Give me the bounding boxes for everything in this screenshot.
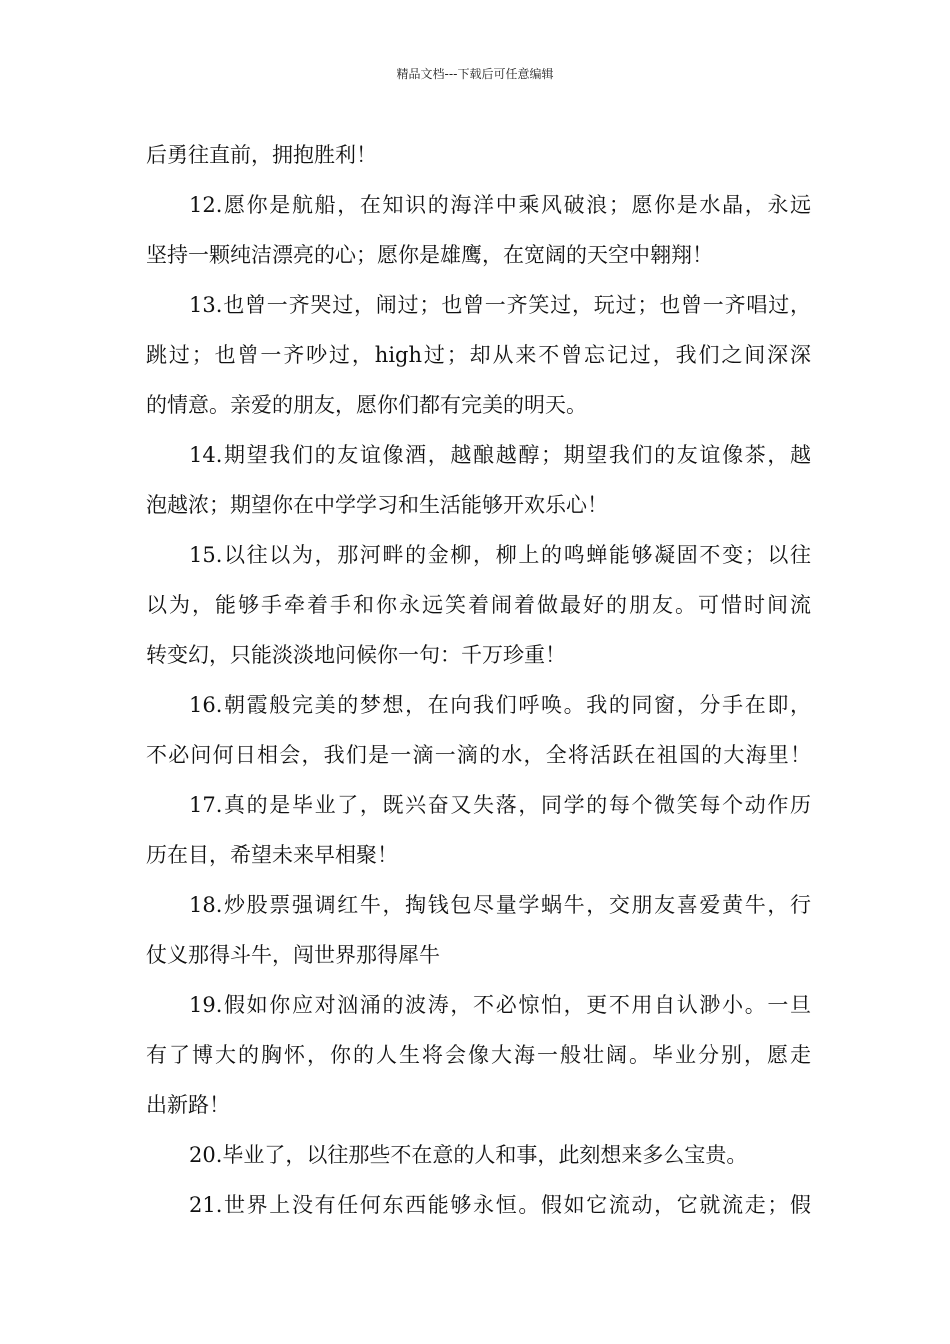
text-line: 20.毕业了，以往那些不在意的人和事，此刻想来多么宝贵。 xyxy=(189,1143,748,1167)
text-line: 有了博大的胸怀，你的人生将会像大海一般壮阔。毕业分别，愿走 xyxy=(146,1043,811,1067)
text-line: 19.假如你应对汹涌的波涛，不必惊怕，更不用自认渺小。一旦 xyxy=(189,993,811,1017)
text-line: 17.真的是毕业了，既兴奋又失落，同学的每个微笑每个动作历 xyxy=(189,793,811,817)
text-line: 跳过；也曾一齐吵过，high过；却从来不曾忘记过，我们之间深深 xyxy=(146,343,811,367)
text-line: 以为，能够手牵着手和你永远笑着闹着做最好的朋友。可惜时间流 xyxy=(146,593,811,617)
text-line: 的情意。亲爱的朋友，愿你们都有完美的明天。 xyxy=(146,393,587,417)
document-body xyxy=(146,130,811,1230)
text-line: 转变幻，只能淡淡地问候你一句：千万珍重！ xyxy=(146,643,566,667)
text-line: 16.朝霞般完美的梦想，在向我们呼唤。我的同窗，分手在即， xyxy=(189,693,811,717)
text-line: 历在目，希望未来早相聚！ xyxy=(146,843,398,867)
text-line: 坚持一颗纯洁漂亮的心；愿你是雄鹰，在宽阔的天空中翱翔！ xyxy=(146,243,713,267)
text-line: 13.也曾一齐哭过，闹过；也曾一齐笑过，玩过；也曾一齐唱过， xyxy=(189,293,811,317)
text-line: 仗义那得斗牛，闯世界那得犀牛 xyxy=(146,943,440,967)
text-line: 后勇往直前，拥抱胜利！ xyxy=(146,143,377,167)
text-line: 15.以往以为，那河畔的金柳，柳上的鸣蝉能够凝固不变；以往 xyxy=(189,543,811,567)
text-line: 14.期望我们的友谊像酒，越酿越醇；期望我们的友谊像茶，越 xyxy=(189,443,811,467)
text-line: 21.世界上没有任何东西能够永恒。假如它流动，它就流走；假 xyxy=(189,1193,811,1217)
text-line: 不必问何日相会，我们是一滴一滴的水，全将活跃在祖国的大海里！ xyxy=(146,743,811,767)
text-line: 泡越浓；期望你在中学学习和生活能够开欢乐心！ xyxy=(146,493,608,517)
page-header: 精品文档---下载后可任意编辑 xyxy=(396,67,554,81)
text-line: 18.炒股票强调红牛，掏钱包尽量学蜗牛，交朋友喜爱黄牛，行 xyxy=(189,893,811,917)
text-line: 出新路！ xyxy=(146,1093,230,1117)
text-line: 12.愿你是航船，在知识的海洋中乘风破浪；愿你是水晶，永远 xyxy=(189,193,811,217)
